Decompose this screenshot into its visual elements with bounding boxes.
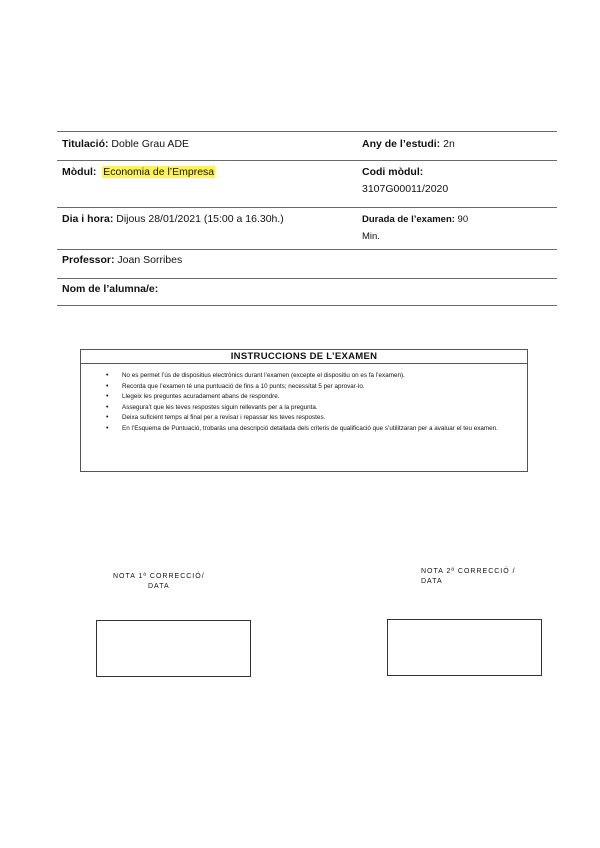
titulacio-label: Titulació: [62, 138, 109, 150]
dia-label: Dia i hora: [62, 213, 114, 225]
modul-field [62, 164, 215, 181]
instruction-item: • Deixa suficient temps al final per a revisar i repassar les teves respostes. [122, 413, 527, 424]
row-professor [57, 249, 557, 278]
dia-field [62, 211, 284, 228]
instructions-title: INSTRUCCIONS DE L’EXAMEN [81, 350, 527, 364]
instruction-item: • Assegura’t que les teves respostes siguin rellevants per a la pregunta. [122, 403, 527, 414]
first-correction-label-line1: NOTA 1ª CORRECCIÓ/ [113, 573, 205, 580]
modul-label: Mòdul: [62, 166, 97, 178]
durada-value: 90 [454, 214, 469, 225]
professor-field [62, 252, 182, 269]
codi-field [362, 164, 448, 198]
second-correction-label [421, 567, 516, 587]
titulacio-field [62, 136, 189, 153]
first-correction-box[interactable] [96, 620, 251, 677]
professor-value: Joan Sorribes [114, 254, 183, 266]
first-correction-label-line2: DATA [148, 583, 170, 590]
codi-value: 3107G00011/2020 [362, 183, 449, 195]
first-correction-label [113, 572, 205, 592]
instructions-box [80, 349, 528, 472]
row-modul [57, 160, 557, 207]
professor-label: Professor: [62, 254, 115, 266]
any-value: 2n [440, 138, 455, 150]
instruction-item: • No es permet l’ús de dispositius electrònics durant l’examen (excepte el dispositiu on es fa l’examen). [122, 371, 527, 382]
row-titulacio [57, 131, 557, 160]
instruction-item: • En l’Esquema de Puntuació, trobaràs una descripció detallada dels criteris de qualificació que s’utilitzaran per a avaluar el teu examen. [122, 424, 527, 435]
instructions-list [81, 371, 527, 434]
durada-unit: Min. [362, 231, 380, 242]
codi-label: Codi mòdul: [362, 166, 424, 178]
dia-value: Dijous 28/01/2021 (15:00 a 16.30h.) [113, 213, 284, 225]
second-correction-label-line2: DATA [421, 578, 443, 585]
nom-field [62, 281, 158, 298]
durada-label: Durada de l’examen: [362, 214, 455, 225]
modul-value: Economia de l’Empresa [103, 166, 215, 178]
any-field [362, 136, 455, 153]
second-correction-label-line1: NOTA 2ª CORRECCIÓ / [421, 568, 516, 575]
second-correction-box[interactable] [387, 619, 542, 676]
any-label: Any de l’estudi: [362, 138, 441, 150]
titulacio-value: Doble Grau ADE [108, 138, 190, 150]
row-dia [57, 207, 557, 249]
nom-label: Nom de l’alumna/e: [62, 283, 159, 295]
row-nom [57, 278, 557, 306]
instruction-item: • Llegeix les preguntes acuradament abans de respondre. [122, 392, 527, 403]
durada-field [362, 211, 468, 245]
instruction-item: • Recorda que l’examen té una puntuació de fins a 10 punts; necessitat 5 per aprovar-lo. [122, 382, 527, 393]
exam-header-table [57, 131, 557, 306]
